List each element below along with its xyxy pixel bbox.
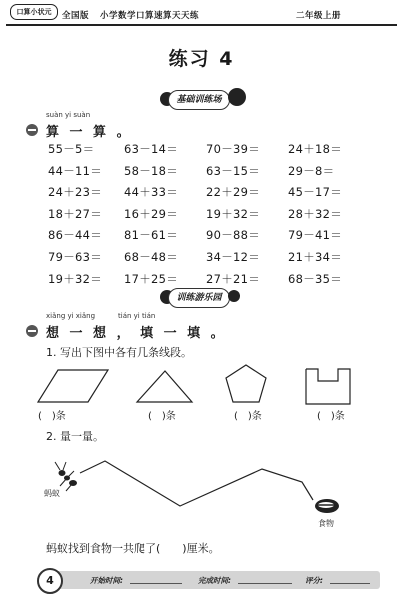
equation-6-2: 27＋21＝ [206,271,261,286]
banner-fun-park: 训练游乐园 [168,288,230,308]
equation-2-2: 22＋29＝ [206,185,261,200]
section2-heading: 想 一 想 ， 填 一 填 。 [46,326,227,341]
equation-3-1: 16＋29＝ [124,206,179,221]
triangle-answer: ( )条 [148,411,176,422]
equation-5-0: 79－63＝ [48,250,103,264]
equation-3-0: 18＋27＝ [48,206,103,221]
page-number: 4 [37,568,63,594]
equation-6-0: 19＋32＝ [48,271,103,286]
parallelogram-shape [38,370,108,402]
equation-4-1: 81－61＝ [124,228,179,243]
food-icon [315,499,339,513]
equation-0-0: 55－5＝ [48,142,95,156]
equation-1-1: 58－18＝ [124,163,179,178]
equation-0-3: 24＋18＝ [288,142,343,156]
page-title: 练习 4 [168,48,235,70]
ant-label: 蚂蚁 [44,489,60,498]
equation-4-0: 86－44＝ [48,228,103,243]
header-edition: 全国版 [62,11,90,21]
pentagon-answer: ( )条 [234,411,262,422]
equation-6-1: 17＋25＝ [124,271,179,286]
food-label: 食物 [318,519,334,528]
score-label: 评分: [305,576,323,585]
ant-icon [55,462,77,491]
equation-6-3: 68－35＝ [288,271,343,286]
header-grade: 二年级上册 [296,11,342,21]
equation-2-0: 24＋23＝ [48,185,103,200]
equation-2-3: 45－17＝ [288,185,343,200]
question-1: 1. 写出下图中各有几条线段。 [46,346,192,359]
notched-rectangle-shape [306,369,350,404]
equation-5-3: 21＋34＝ [288,250,343,264]
equation-5-1: 68－48＝ [124,250,179,264]
section1-pinyin: suàn yi suàn [46,111,91,119]
equation-2-1: 44＋33＝ [124,185,179,200]
equation-5-2: 34－12＝ [206,250,261,264]
triangle-shape [137,371,192,402]
parallelogram-answer: ( )条 [38,411,66,422]
finish-time-blank[interactable] [238,583,292,584]
equation-1-3: 29－8＝ [288,163,335,178]
header-book-title: 小学数学口算速算天天练 [100,11,200,21]
answer-sentence: 蚂蚁找到食物一共爬了( )厘米。 [46,542,220,555]
notched-rectangle-answer: ( )条 [317,411,345,422]
pentagon-shape [226,365,266,402]
section2-pinyin-think: xiǎng yi xiǎng [46,312,96,320]
start-time-label: 开始时间: [90,576,123,585]
banner-basic-training: 基础训练场 [168,90,230,110]
section1-heading: 算 一 算 。 [46,125,133,140]
ant-path-line [80,461,313,506]
equation-4-2: 90－88＝ [206,228,261,243]
equation-0-1: 63－14＝ [124,142,179,156]
question-2: 2. 量一量。 [46,430,104,443]
equation-0-2: 70－39＝ [206,142,261,156]
equation-4-3: 79－41＝ [288,228,343,243]
header-badge: 口算小状元 [10,4,58,20]
section2-pinyin-fill: tián yi tián [118,312,156,320]
score-blank[interactable] [330,583,370,584]
equation-3-2: 19＋32＝ [206,206,261,221]
start-time-blank[interactable] [130,583,182,584]
equation-3-3: 28＋32＝ [288,206,343,221]
equation-1-0: 44－11＝ [48,163,103,178]
finish-time-label: 完成时间: [198,576,231,585]
equation-1-2: 63－15＝ [206,163,261,178]
